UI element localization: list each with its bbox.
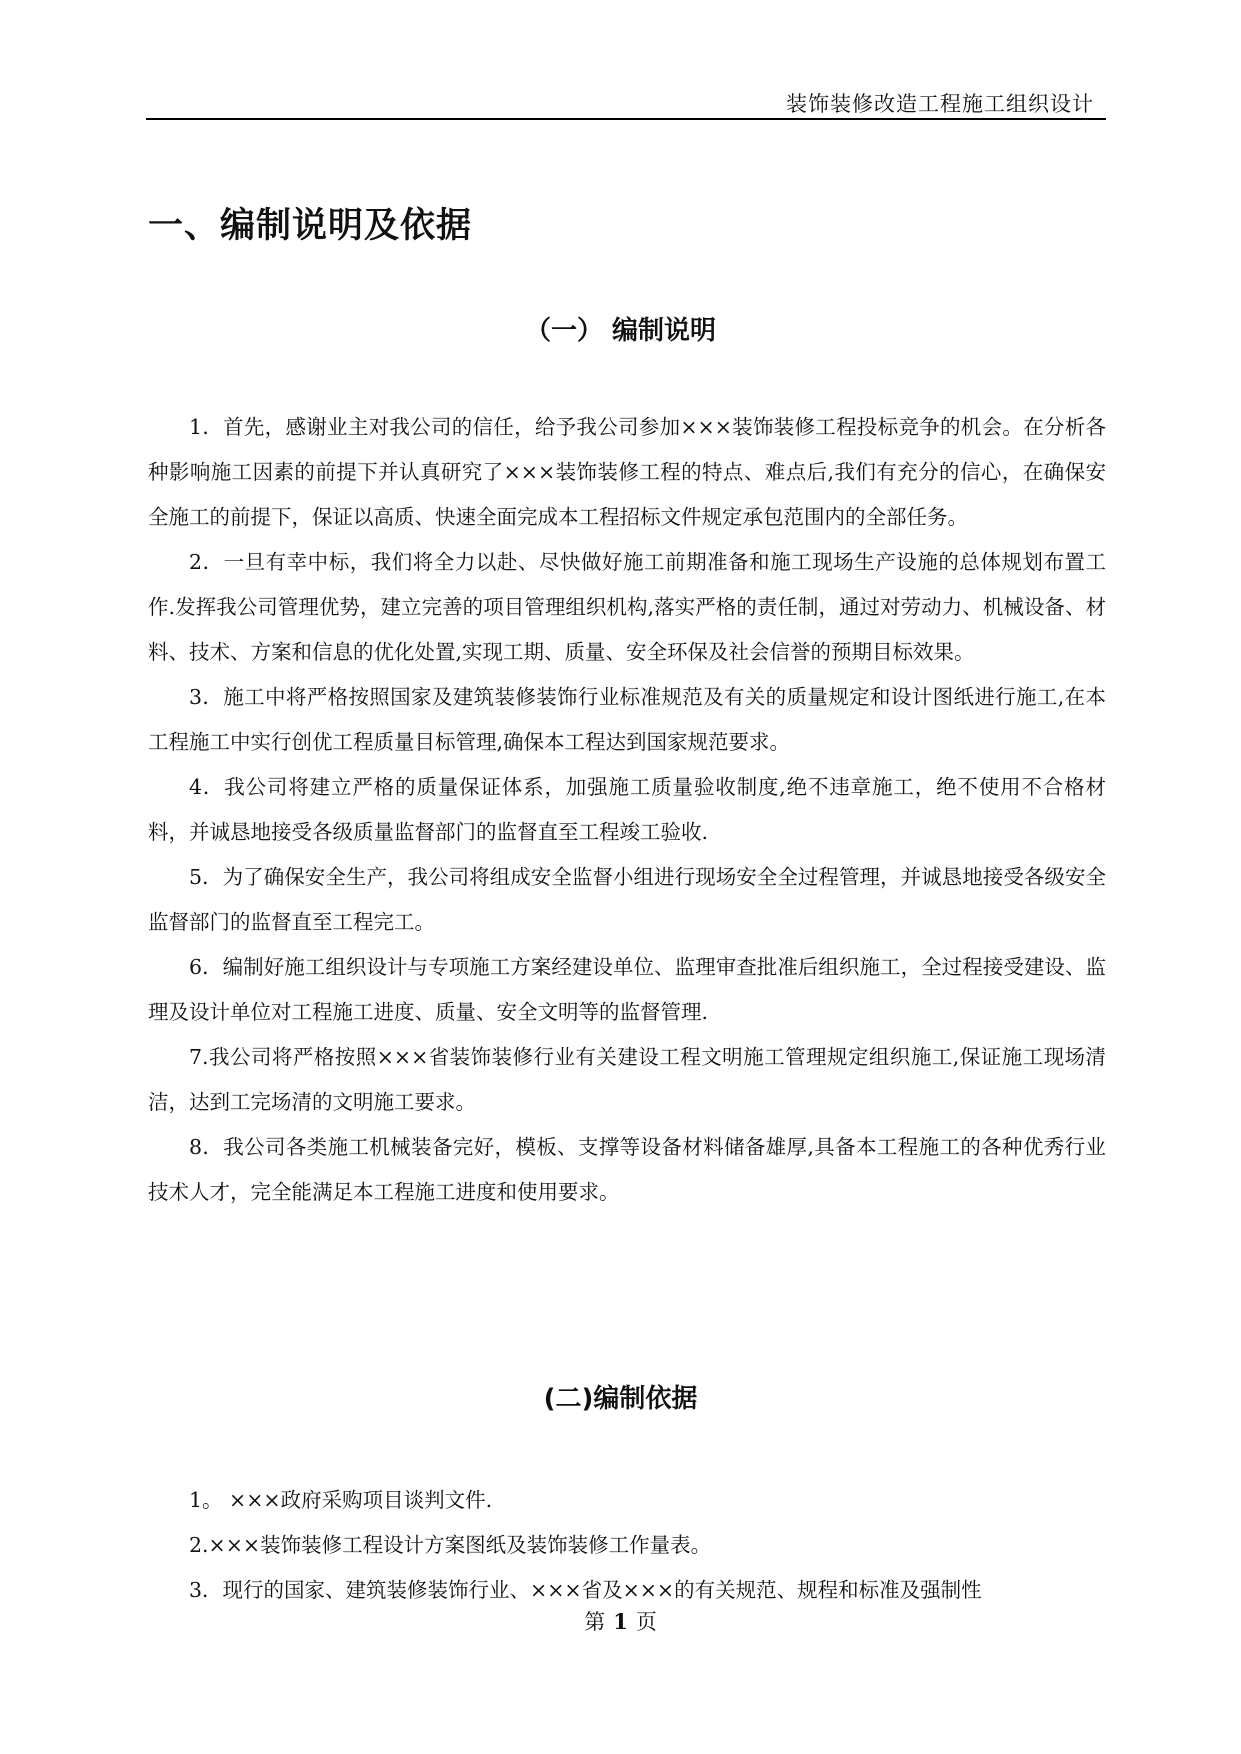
basis-list (148, 1478, 1106, 1613)
paragraph: 3．施工中将严格按照国家及建筑装修装饰行业标准规范及有关的质量规定和设计图纸进行施工,在本工程施工中实行创优工程质量目标管理,确保本工程达到国家规范要求。 (148, 685, 1106, 754)
paragraph: 7.我公司将严格按照×××省装饰装修行业有关建设工程文明施工管理规定组织施工,保证施工现场清洁，达到工完场清的文明施工要求。 (148, 1045, 1106, 1114)
page-header (146, 86, 1106, 120)
list-item: 1。 ×××政府采购项目谈判文件. (189, 1488, 493, 1512)
explanation-paragraphs (148, 405, 1106, 1215)
page-prefix: 第 (584, 1610, 606, 1634)
list-item: 2.×××装饰装修工程设计方案图纸及装饰装修工作量表。 (189, 1533, 712, 1557)
paragraph: 5．为了确保安全生产，我公司将组成安全监督小组进行现场安全全过程管理，并诚恳地接受各级安全监督部门的监督直至工程完工。 (148, 865, 1106, 934)
paragraph: 1．首先，感谢业主对我公司的信任，给予我公司参加×××装饰装修工程投标竞争的机会。在分析各种影响施工因素的前提下并认真研究了×××装饰装修工程的特点、难点后,我们有充分的信心，在确保安全施工的前提下，保证以高质、快速全面完成本工程招标文件规定承包范围内的全部任务。 (148, 415, 1106, 529)
subsection-title-explanation: （一） 编制说明 (524, 316, 717, 346)
header-title: 装饰装修改造工程施工组织设计 (786, 92, 1094, 116)
paragraph: 2．一旦有幸中标，我们将全力以赴、尽快做好施工前期准备和施工现场生产设施的总体规划布置工作.发挥我公司管理优势，建立完善的项目管理组织机构,落实严格的责任制，通过对劳动力、机械设备、材料、技术、方案和信息的优化处置,实现工期、质量、安全环保及社会信誉的预期目标效果。 (148, 550, 1106, 664)
page-suffix: 页 (635, 1610, 657, 1634)
paragraph: 6．编制好施工组织设计与专项施工方案经建设单位、监理审查批准后组织施工，全过程接受建设、监理及设计单位对工程施工进度、质量、安全文明等的监督管理. (148, 955, 1106, 1024)
page-footer (0, 1606, 1241, 1636)
paragraph: 4．我公司将建立严格的质量保证体系，加强施工质量验收制度,绝不违章施工，绝不使用不合格材料，并诚恳地接受各级质量监督部门的监督直至工程竣工验收. (148, 775, 1106, 844)
page-number: 1 (613, 1609, 628, 1634)
list-item: 3．现行的国家、建筑装修装饰行业、×××省及×××的有关规范、规程和标准及强制性 (189, 1578, 982, 1602)
paragraph: 8．我公司各类施工机械装备完好，模板、支撑等设备材料储备雄厚,具备本工程施工的各种优秀行业技术人才，完全能满足本工程施工进度和使用要求。 (148, 1135, 1106, 1204)
subsection-title-basis: (二)编制依据 (543, 1384, 698, 1414)
section-title: 一、编制说明及依据 (148, 206, 473, 246)
